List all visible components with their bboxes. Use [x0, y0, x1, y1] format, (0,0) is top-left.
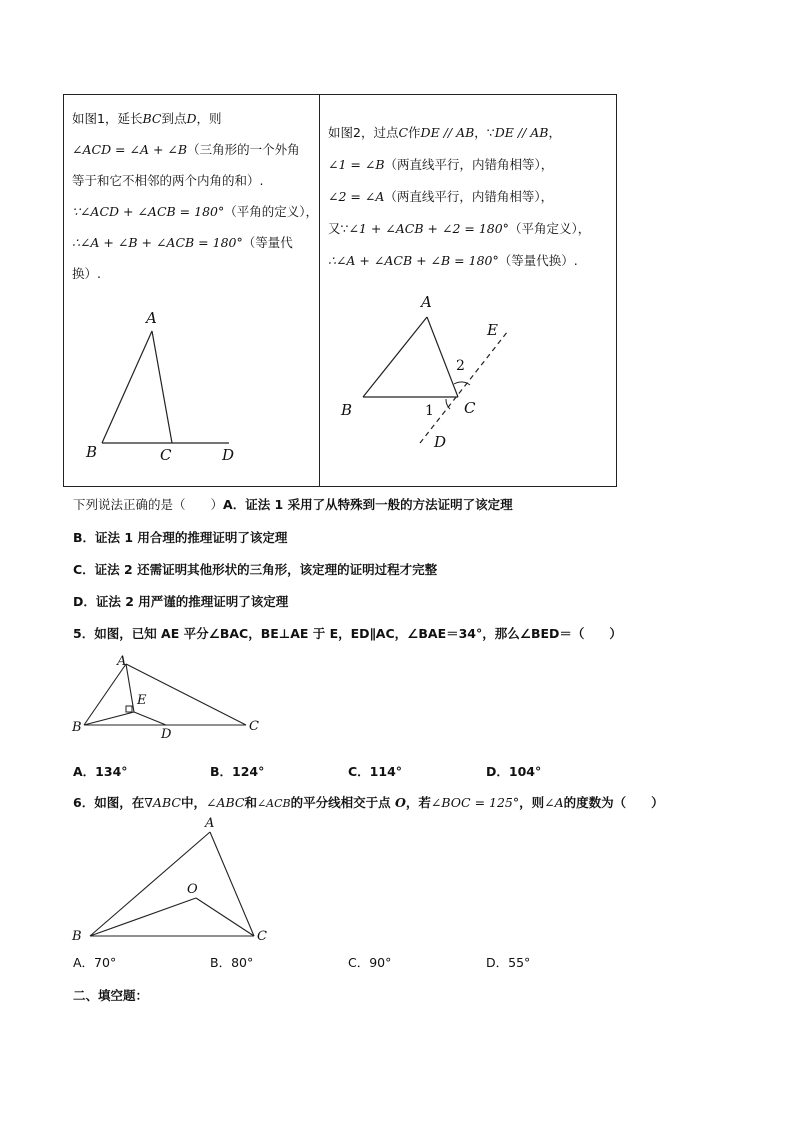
fig1-label-d: D	[222, 446, 235, 464]
q6-option-b[interactable]: B．80°	[210, 955, 254, 970]
q6-option-a[interactable]: A．70°	[73, 955, 117, 970]
q5-label-d: D	[161, 727, 172, 742]
q6-bisector-bo	[90, 898, 196, 936]
section-2-title: 二、填空题：	[73, 988, 149, 1003]
proof2-line1: 如图2，过点C作DE // AB，∵DE // AB，	[328, 125, 561, 140]
q6-bisector-co	[196, 898, 254, 936]
q5-option-a[interactable]: A．134°	[73, 764, 128, 779]
proof-comparison-table	[63, 94, 617, 487]
q5-option-d[interactable]: D．104°	[486, 764, 542, 779]
q6-figure	[80, 822, 280, 947]
proof2-line4: 又∵∠1 + ∠ACB + ∠2 = 180°（平角定义），	[328, 221, 591, 236]
q5-option-c[interactable]: C．114°	[348, 764, 403, 779]
q6-stem: 6．如图，在∇ABC中，∠ABC和∠ACB的平分线相交于点 O，若∠BOC = 125°，则∠A的度数为（ ）	[73, 795, 664, 810]
proof1-text	[72, 103, 319, 289]
q6-label-a: A	[205, 816, 215, 831]
fig2-side-ac	[427, 317, 458, 397]
fig1-label-b: B	[86, 443, 98, 461]
fig2-label-d: D	[434, 433, 447, 451]
q6-label-c: C	[257, 929, 267, 944]
q4-stem-row	[73, 495, 513, 513]
q5-label-c: C	[249, 719, 259, 734]
proof2-line5: ∴∠A + ∠ACB + ∠B = 180°（等量代换）.	[328, 253, 578, 268]
proof1-line2: ∠ACD = ∠A + ∠B（三角形的一个外角	[72, 142, 300, 157]
fig2-label-e: E	[487, 321, 498, 339]
q5-option-b[interactable]: B．124°	[210, 764, 265, 779]
q4-option-b[interactable]: B．证法 1 用合理的推理证明了该定理	[73, 530, 288, 545]
fig2-angle2-arc	[454, 382, 470, 385]
q5-right-angle-mark	[126, 706, 132, 712]
q6-option-d[interactable]: D．55°	[486, 955, 531, 970]
fig2-label-angle2: 2	[456, 358, 465, 374]
q6-label-b: B	[72, 929, 82, 944]
proof2-figure	[320, 295, 617, 485]
proof1-line6: 换）.	[72, 266, 101, 281]
proof1-line3: 等于和它不相邻的两个内角的和）.	[72, 173, 264, 188]
fig2-side-ab	[363, 317, 427, 397]
fig1-side-ac	[152, 331, 172, 443]
q5-label-e: E	[137, 693, 147, 708]
proof1-figure	[64, 295, 319, 485]
proof1-line5: ∴∠A + ∠B + ∠ACB = 180°（等量代	[72, 235, 293, 250]
proof1-line1: 如图1，延长BC到点D，则	[72, 111, 222, 126]
q5-stem: 5．如图，已知 AE 平分∠BAC，BE⊥AE 于 E，ED∥AC，∠BAE＝34°，那么∠BED＝（ ）	[73, 626, 622, 641]
fig2-label-angle1: 1	[425, 403, 434, 419]
q5-label-b: B	[72, 720, 82, 735]
proof1-line4: ∵∠ACD + ∠ACB = 180°（平角的定义），	[72, 204, 319, 219]
fig1-label-c: C	[160, 446, 172, 464]
q4-option-d[interactable]: D．证法 2 用严谨的推理证明了该定理	[73, 594, 289, 609]
proof2-text	[328, 117, 613, 277]
q4-option-a[interactable]: A．证法 1 采用了从特殊到一般的方法证明了该定理	[223, 497, 513, 512]
q4-option-c[interactable]: C．证法 2 还需证明其他形状的三角形，该定理的证明过程才完整	[73, 562, 438, 577]
q4-stem: 下列说法正确的是（ ）	[73, 497, 224, 512]
q5-segment-ae	[126, 664, 134, 712]
proof2-line2: ∠1 = ∠B（两直线平行，内错角相等），	[328, 157, 554, 172]
fig2-label-c: C	[464, 399, 476, 417]
fig1-side-ab	[102, 331, 152, 443]
fig2-line-de	[420, 331, 508, 443]
q6-side-ac	[210, 832, 254, 936]
fig2-label-b: B	[341, 401, 353, 419]
q5-segment-ed	[134, 712, 166, 725]
q6-label-o: O	[187, 882, 198, 897]
q6-option-c[interactable]: C．90°	[348, 955, 392, 970]
q5-label-a: A	[117, 654, 127, 669]
proof2-line3: ∠2 = ∠A（两直线平行，内错角相等），	[328, 189, 554, 204]
fig2-label-a: A	[421, 293, 432, 311]
fig1-label-a: A	[146, 309, 157, 327]
